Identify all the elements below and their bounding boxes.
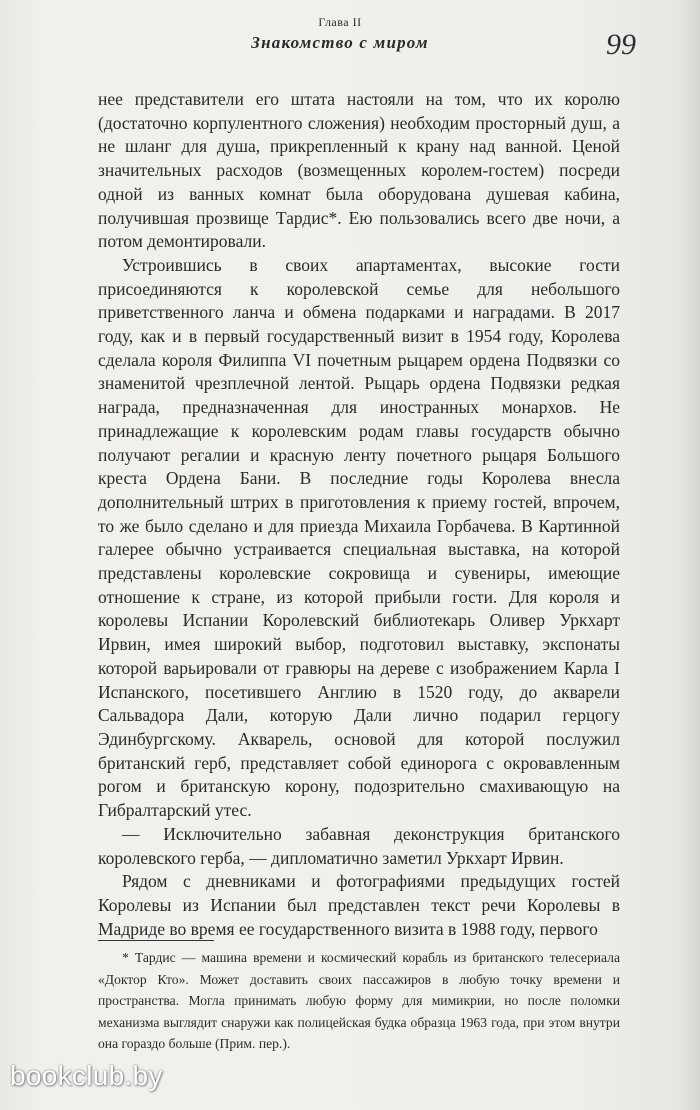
chapter-title: Знакомство с миром <box>251 33 429 52</box>
page-edge-shadow <box>678 0 700 1110</box>
paragraph-1: нее представители его штата настояли на том, что их королю (достаточно корпулентного сложения) необходим просторный душ, а не шланг для душа, прикрепленный к крану над ванной. Ценой значительных расходов (возмещенных королем-гостем) посреди одной из ванных комнат была оборудована душевая кабина, получившая прозвище Тардис*. Ею пользовались всего две ночи, а потом демонтировали. <box>98 89 620 252</box>
footnote <box>98 947 620 1055</box>
paragraph-3: — Исключительно забавная деконструкция британского королевского герба, — дипломатично заметил Уркхарт Ирвин. <box>98 823 620 868</box>
paragraph-2: Устроившись в своих апартаментах, высокие гости присоединяются к королевской семье для небольшого приветственного ланча и обмена подарками и наградами. В 2017 году, как и в первый государственный визит в 1954 году, Королева сделала короля Филиппа VI почетным рыцарем ордена Подвязки со знаменитой чрезплечной лентой. Рыцарь ордена Подвязки редкая награда, предназначенная для иностранных монархов. Не принадлежащие к королевским родам главы государств обычно получают регалии и красную ленту почетного рыцаря Большого креста Ордена Бани. В последние годы Королева внесла дополнительный штрих в приготовления к приему гостей, впрочем, то же было сделано и для приезда Михаила Горбачева. В Картинной галерее обычно устраивается специальная выставка, на которой представлены королевские сокровища и сувениры, имеющие отношение к стране, из которой прибыли гости. Для короля и королевы Испании Королевский библиотекарь Оливер Уркхарт Ирвин, имея широкий выбор, подготовил выставку, экспонаты которой варьировали от гравюры на дереве с изображением Карла I Испанского, посетившего Англию в 1520 году, до акварели Сальвадора Дали, которую Дали лично подарил герцогу Эдинбургскому. Акварель, основой для которой послужил британский герб, представляет собой единорога с окровавленным рогом и британскую корону, подозрительно смахивающую на Гибралтарский утес. <box>98 254 620 821</box>
page-number: 99 <box>606 28 636 61</box>
body-text <box>98 88 620 941</box>
running-header <box>98 14 582 54</box>
watermark: bookclub.by <box>10 1060 163 1091</box>
footnote-divider <box>98 940 214 941</box>
footnote-text: * Тардис — машина времени и космический корабль из британского телесериала «Доктор Кто». Может доставить своих пассажиров в любую точку времени и пространства. Могла принимать любую форму для мимикрии, но после поломки механизма выглядит снаружи как полицейская будка образца 1963 года, при этом внутри она гораздо больше (Прим. пер.). <box>98 950 620 1051</box>
chapter-label: Глава II <box>318 15 362 29</box>
paragraph-4: Рядом с дневниками и фотографиями предыдущих гостей Королевы из Испании был представлен текст речи Королевы в Мадриде во время ее государственного визита в 1988 году, первого <box>98 871 620 939</box>
